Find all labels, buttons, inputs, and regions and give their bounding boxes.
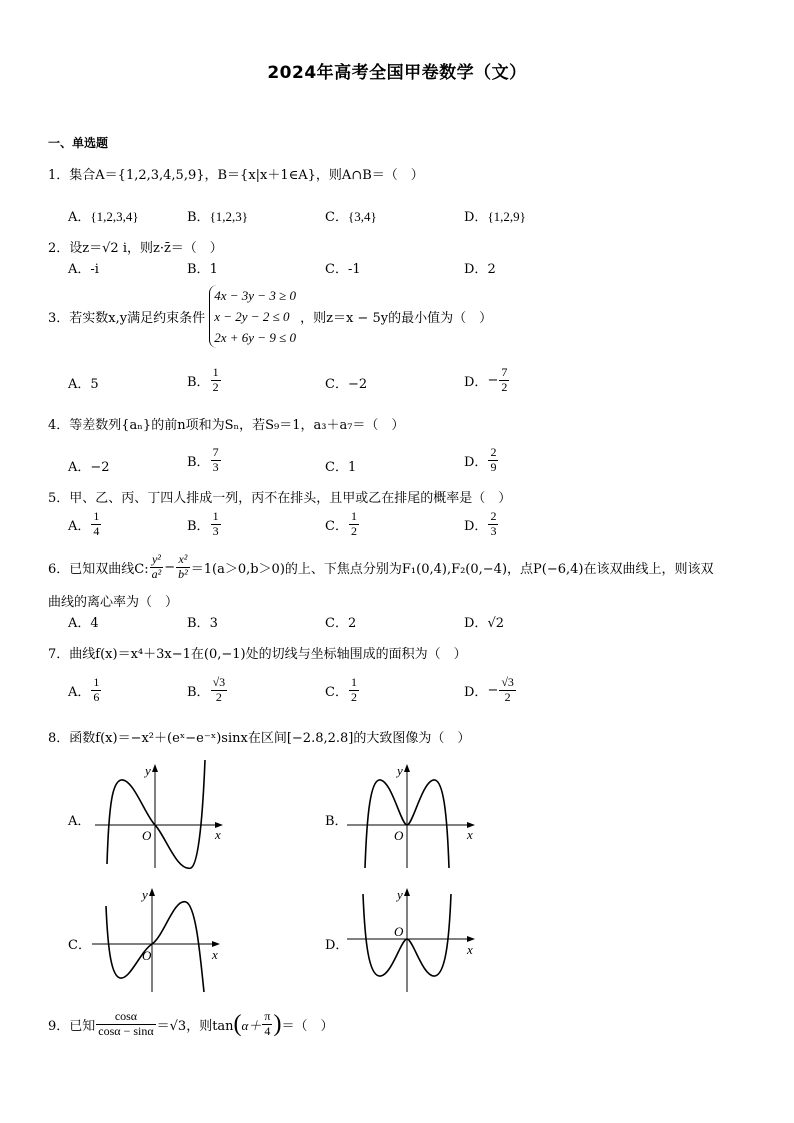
question-text: ，则z＝x − 5y的最小值为（ ） — [300, 311, 493, 326]
sign: − — [487, 372, 499, 388]
question-7-stem — [48, 643, 467, 662]
option-text: -i — [90, 262, 99, 277]
q7-option-b — [187, 676, 228, 705]
question-text: 设z＝√2 i，则z·z̄＝（ ） — [69, 241, 223, 256]
q6-option-a — [68, 612, 99, 631]
option-label: D． — [464, 374, 488, 390]
origin-label: O — [142, 828, 152, 843]
option-text: 2 — [487, 262, 496, 277]
option-text: 5 — [90, 377, 99, 392]
question-number: 2． — [48, 241, 70, 256]
x-axis-label: x — [467, 827, 473, 842]
sign: − — [487, 682, 499, 698]
option-label: B． — [187, 262, 210, 277]
option-label: D． — [464, 518, 488, 534]
x-axis-label: x — [467, 942, 473, 957]
option-label: C． — [325, 262, 348, 277]
q4-option-a — [68, 456, 110, 475]
fraction: $\frac{2}{9}$ — [490, 445, 497, 474]
fraction: $\frac{1}{4}$ — [93, 509, 100, 538]
option-label: A． — [68, 460, 91, 475]
option-text: −2 — [347, 377, 368, 392]
q6-option-b — [187, 612, 218, 631]
option-text: 1 — [347, 460, 357, 475]
question-8-stem — [48, 727, 470, 746]
question-text: 甲、乙、丙、丁四人排成一列，丙不在排头，且甲或乙在排尾的概率是（ ） — [69, 491, 512, 506]
fraction: $\frac{\cos\alpha}{\cos\alpha - \sin\alpha}$ — [98, 1009, 154, 1038]
q8-option-c-graph — [92, 884, 227, 994]
q3-option-a — [68, 373, 99, 392]
q1-option-a — [68, 206, 139, 225]
question-text: ＝1(a＞0,b＞0)的上、下焦点分别为F₁(0,4),F₂(0,−4)，点P(−6,4)在该双曲线上，则该双 — [190, 561, 714, 577]
question-6-stem-line2: 曲线的离心率为（ ） — [48, 595, 179, 610]
option-label: D． — [464, 684, 488, 700]
question-text: 函数f(x)＝−x²＋(eˣ−e⁻ˣ)sinx在区间[−2.8,2.8]的大致图像为（ ） — [69, 731, 471, 746]
q1-option-c — [325, 206, 377, 225]
option-label: A． — [68, 210, 91, 225]
option-label: C． — [325, 210, 348, 225]
fraction: $\frac{\text{y²}}{\text{a²}}$ — [151, 552, 162, 581]
fraction: $\frac{7}{2}$ — [501, 365, 508, 394]
graph-curve — [106, 902, 204, 992]
question-5-stem — [48, 487, 511, 506]
fraction: $\frac{2}{3}$ — [490, 509, 497, 538]
x-axis-label: x — [215, 827, 221, 842]
question-number: 3． — [48, 311, 70, 326]
q2-option-a — [68, 258, 99, 277]
question-number: 8． — [48, 731, 70, 746]
question-text: 已知 — [69, 1018, 96, 1034]
option-text: 2 — [347, 616, 357, 631]
question-1-stem — [48, 164, 424, 183]
option-text: {3,4} — [347, 209, 377, 224]
q8-option-d-label: D． — [325, 938, 349, 953]
y-axis-label: y — [397, 887, 403, 902]
option-label: B． — [187, 616, 210, 631]
origin-label: O — [394, 924, 404, 939]
q5-option-a — [68, 510, 102, 539]
fraction: $\frac{1}{6}$ — [93, 675, 100, 704]
option-text: -1 — [347, 262, 361, 277]
question-text: 已知双曲线C: — [69, 561, 149, 577]
option-label: B． — [187, 374, 210, 390]
y-axis-arrow — [152, 764, 158, 772]
q2-option-d — [464, 258, 496, 277]
fraction: $\frac{1}{3}$ — [212, 509, 219, 538]
q8-option-b-graph — [347, 760, 482, 870]
option-label: B． — [187, 684, 210, 700]
question-number: 7． — [48, 647, 70, 662]
q6-option-d — [464, 612, 504, 631]
option-text: √2 — [487, 616, 504, 631]
y-axis-arrow — [404, 764, 410, 772]
option-label: A． — [68, 616, 91, 631]
constraint-line: x − 2y − 2 ≤ 0 — [214, 309, 290, 324]
q2-option-c — [325, 258, 361, 277]
question-9-stem: 9．已知 $\frac{\cos\alpha}{\cos\alpha - \sin\alpha}$ ＝√3，则tan(α＋ $\frac{\pi}{4}$ )＝（ ） — [48, 1009, 334, 1038]
question-4-stem — [48, 414, 404, 433]
q1-option-b — [187, 206, 248, 225]
option-text: {1,2,9} — [487, 209, 526, 224]
q7-option-d — [464, 676, 517, 705]
q7-option-a — [68, 676, 102, 705]
question-number: 5． — [48, 491, 70, 506]
y-axis-label: y — [145, 763, 151, 778]
fraction: $\frac{7}{3}$ — [212, 445, 219, 474]
fraction: $\frac{√3}{2}$ — [501, 675, 514, 704]
fraction: $\frac{1}{2}$ — [350, 675, 357, 704]
fraction: $\frac{\text{x²}}{\text{b²}}$ — [178, 552, 188, 581]
q3-option-d — [464, 366, 510, 395]
math-text: α＋ — [241, 1017, 262, 1033]
question-3-stem — [48, 285, 492, 348]
q8-option-c-label: C． — [68, 938, 91, 953]
option-label: C． — [325, 616, 348, 631]
fraction: $\frac{1}{2}$ — [212, 365, 219, 394]
question-text: 曲线f(x)＝x⁴＋3x−1在(0,−1)处的切线与坐标轴围成的面积为（ ） — [69, 647, 467, 662]
section-heading: 一、单选题 — [48, 136, 109, 150]
q8-option-a-label: A． — [68, 814, 91, 829]
q2-option-b — [187, 258, 218, 277]
x-axis-label: x — [212, 947, 218, 962]
q4-option-c — [325, 456, 356, 475]
constraint-system — [209, 285, 296, 348]
option-label: C． — [325, 460, 348, 475]
option-label: A． — [68, 518, 91, 534]
option-label: D． — [464, 210, 488, 225]
option-label: A． — [68, 262, 91, 277]
q8-option-a-graph — [95, 760, 230, 870]
question-number: 1． — [48, 168, 70, 183]
origin-label: O — [394, 828, 404, 843]
option-text: {1,2,3,4} — [90, 209, 139, 224]
constraint-line: 4x − 3y − 3 ≥ 0 — [214, 288, 296, 303]
q4-option-b — [187, 446, 222, 475]
page-title: 2024年高考全国甲卷数学（文） — [267, 63, 527, 83]
q5-option-b — [187, 510, 222, 539]
fraction: $\frac{1}{2}$ — [350, 509, 357, 538]
q6-option-c — [325, 612, 356, 631]
option-label: B． — [187, 454, 210, 470]
q3-option-c — [325, 373, 367, 392]
question-2-stem — [48, 237, 223, 256]
q5-option-c — [325, 510, 360, 539]
q4-option-d — [464, 446, 499, 475]
option-text: 4 — [90, 616, 99, 631]
question-text: 若实数x,y满足约束条件 — [69, 311, 206, 326]
option-text: 1 — [209, 262, 218, 277]
option-label: C． — [325, 684, 348, 700]
q8-option-d-graph — [347, 884, 482, 994]
option-label: D． — [464, 454, 488, 470]
q5-option-d — [464, 510, 499, 539]
q7-option-c — [325, 676, 360, 705]
origin-label: O — [142, 948, 152, 963]
constraint-line: 2x + 6y − 9 ≤ 0 — [214, 330, 296, 345]
option-label: D． — [464, 616, 488, 631]
option-label: D． — [464, 262, 488, 277]
y-axis-label: y — [397, 763, 403, 778]
question-text: 等差数列{aₙ}的前n项和为Sₙ，若S₉＝1，a₃＋a₇＝（ ） — [69, 418, 405, 433]
option-label: B． — [187, 210, 210, 225]
question-number: 6． — [48, 561, 70, 577]
fraction: $\frac{\pi}{4}$ — [264, 1009, 271, 1038]
option-text: {1,2,3} — [209, 209, 249, 224]
q8-option-b-label: B． — [325, 814, 348, 829]
option-label: C． — [325, 518, 348, 534]
q3-option-b — [187, 366, 222, 395]
fraction: $\frac{√3}{2}$ — [212, 675, 226, 704]
option-text: −2 — [90, 460, 110, 475]
option-text: 3 — [209, 616, 218, 631]
option-label: A． — [68, 684, 91, 700]
option-label: C． — [325, 377, 348, 392]
question-text: ＝√3，则tan — [156, 1018, 234, 1034]
option-label: A． — [68, 377, 91, 392]
graph-curve — [107, 760, 205, 868]
question-number: 9． — [48, 1018, 70, 1034]
y-axis-label: y — [142, 887, 148, 902]
y-axis-arrow — [404, 888, 410, 896]
question-text: ＝（ ） — [281, 1018, 334, 1034]
question-6-stem: 6．已知双曲线C: $\frac{\text{y²}}{\text{a²}}$ − $\frac{\text{x²}}{\text{b²}}$ ＝1(a＞0,b＞0)的上、下焦点分别为F₁(0,4),F₂(0,−4)，点P(−6,4)在该双曲线上，则该双 — [48, 552, 714, 581]
question-number: 4． — [48, 418, 70, 433]
q1-option-d — [464, 206, 526, 225]
y-axis-arrow — [149, 888, 155, 896]
question-text: 集合A＝{1,2,3,4,5,9}，B＝{x|x＋1∈A}，则A∩B＝（ ） — [69, 168, 424, 183]
option-label: B． — [187, 518, 210, 534]
